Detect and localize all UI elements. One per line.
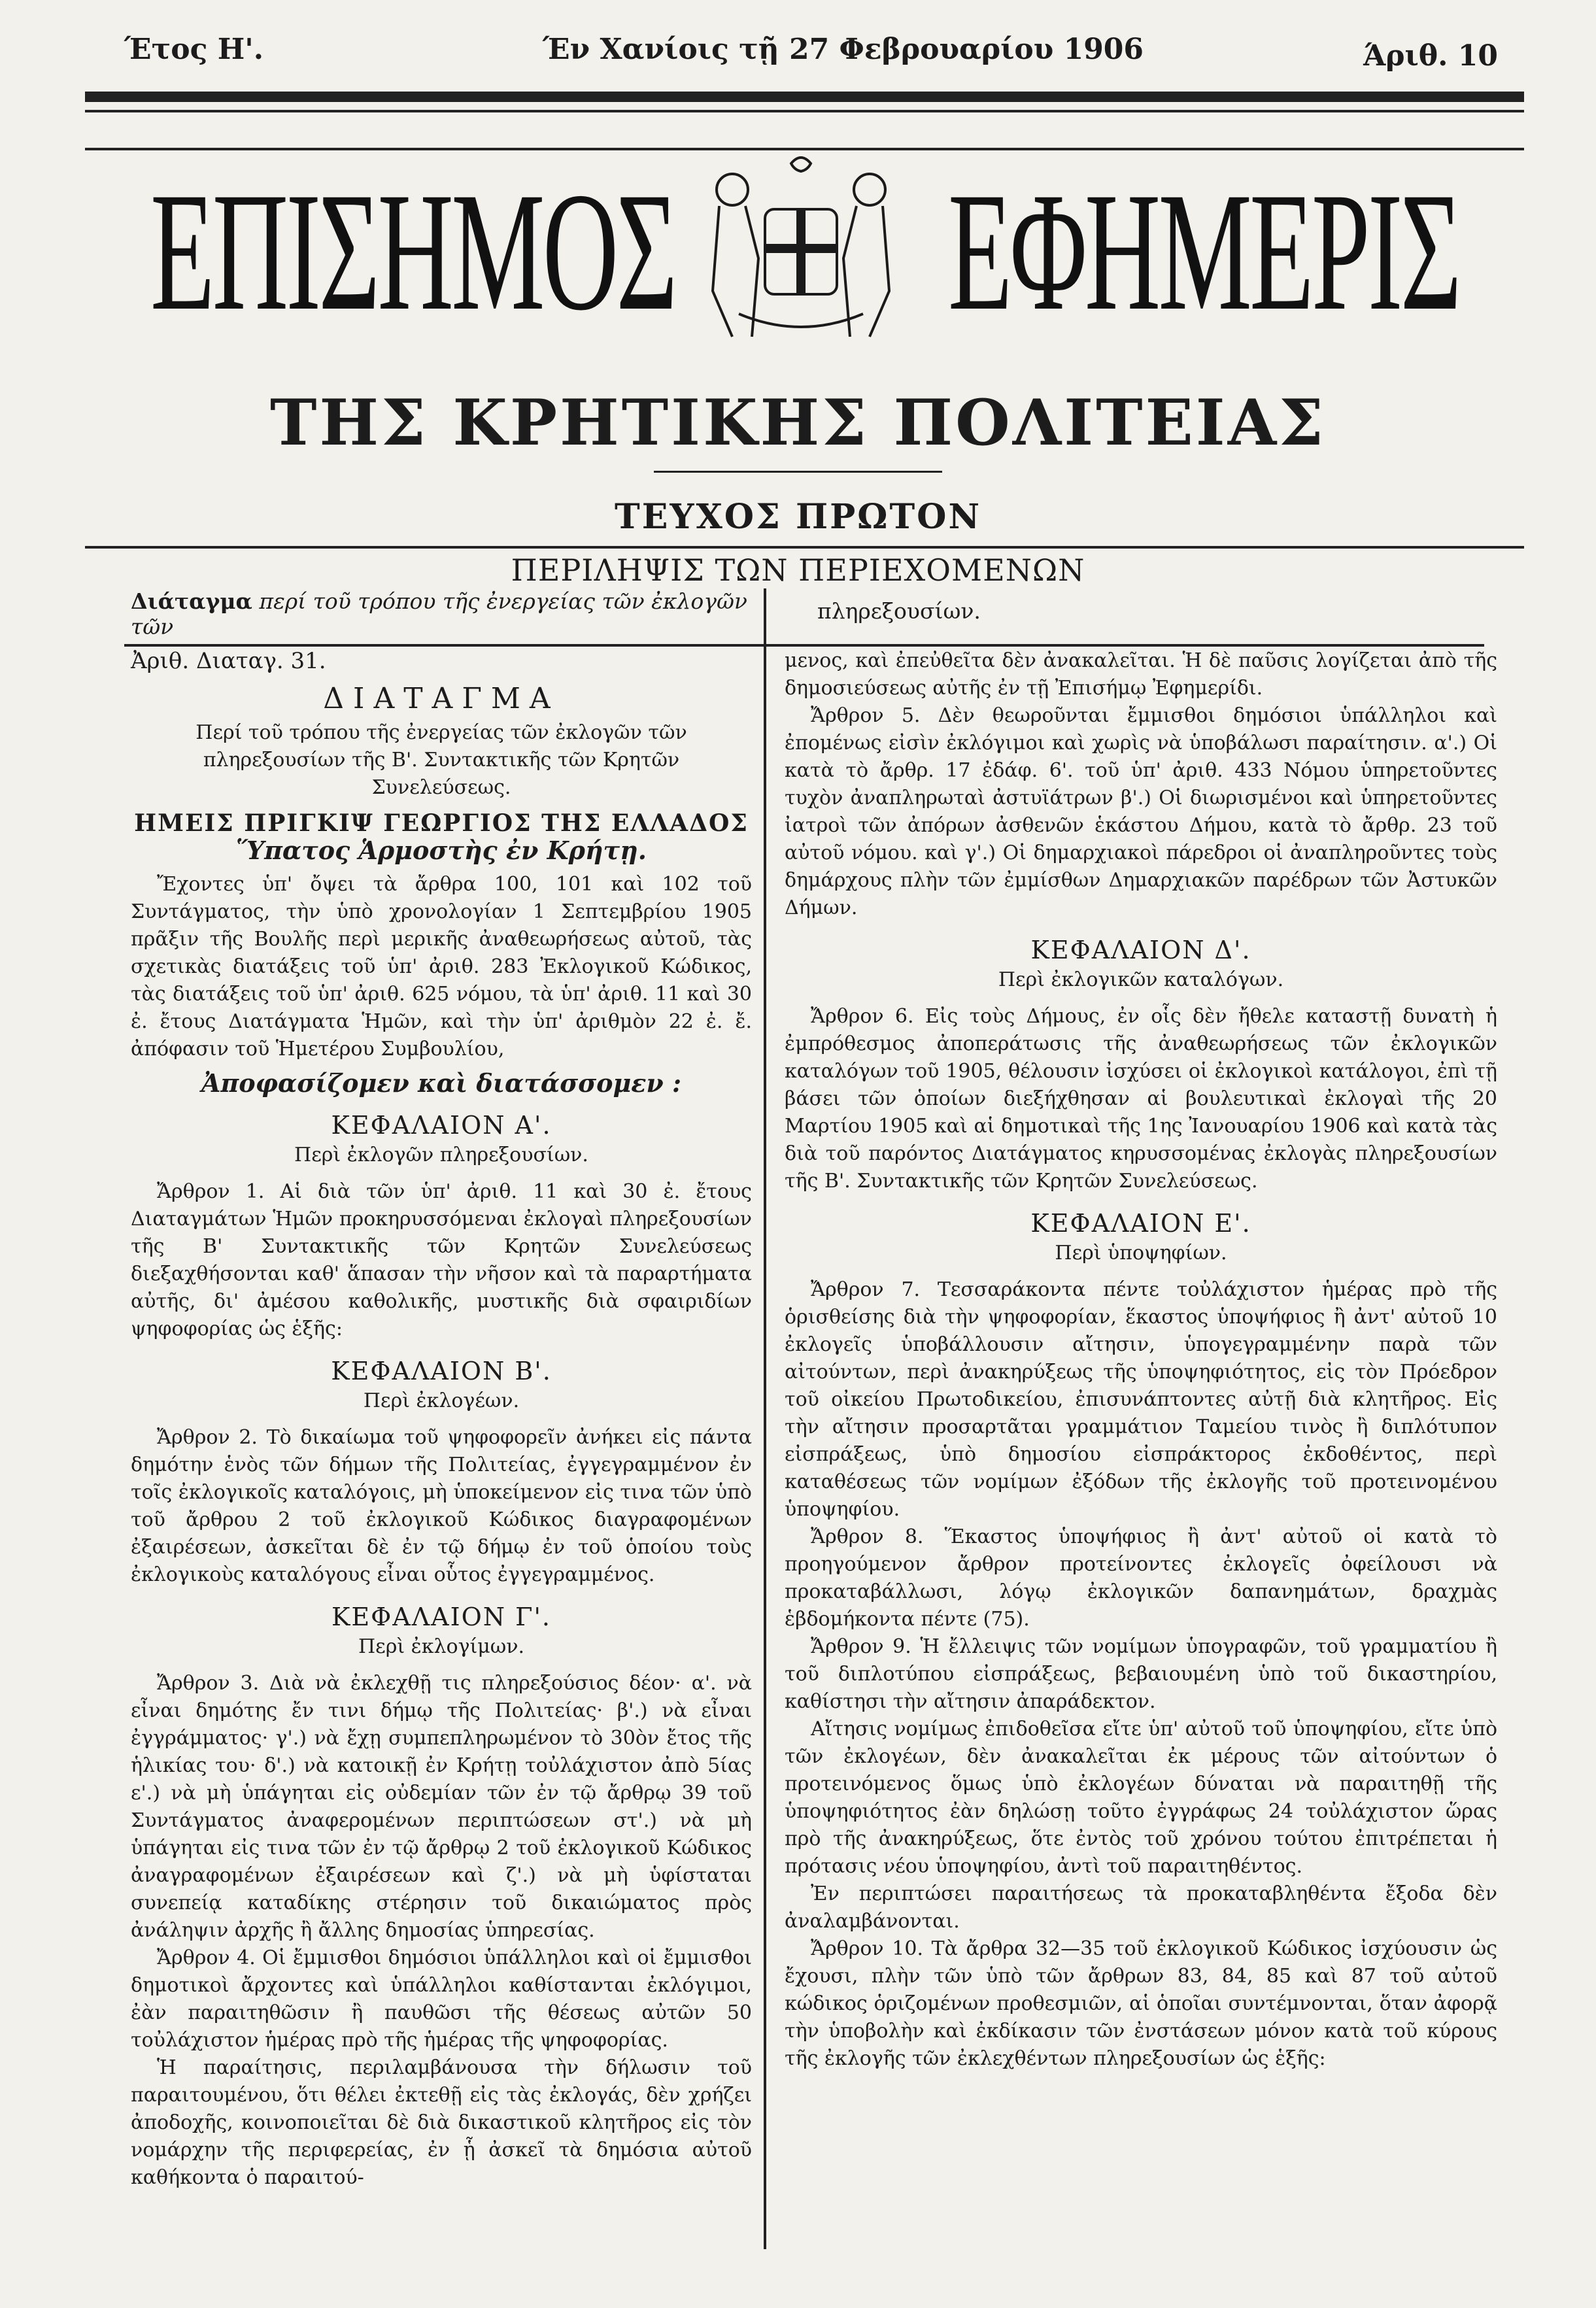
chapter-a-subtitle: Περὶ ἐκλογῶν πληρεξουσίων.	[294, 1144, 588, 1166]
contents-rule	[85, 546, 1524, 549]
decree-subject: Περί τοῦ τρόπου τῆς ἐνεργείας τῶν ἐκλογῶν τῶν πληρεξουσίων τῆς Β'. Συντακτικῆς τῶν Κρητῶν Συνελεύσεως.	[195, 721, 687, 799]
coat-of-arms-icon	[693, 150, 909, 347]
article-10: Ἄρθρον 10. Τὰ ἄρθρα 32—35 τοῦ ἐκλογικοῦ Κώδικος ἰσχύουσιν ὡς ἔχουσι, πλὴν τῶν ὑπὸ τῶν ἄρθρων 83, 84, 85 καὶ 87 τοῦ αὐτοῦ κώδικος ὁριζομένων προθεσμιῶν, αἱ ὁποῖαι συντέμνονται, ὅταν ἀφορᾷ τὴν ὑποβολὴν καὶ ἐκδίκασιν τῶν ἐνστάσεων μόνον κατὰ τοῦ κύρους τῆς ἐκλογῆς τῶν ἐκλεχθέντων πληρεξουσίων ὡς ἑξῆς:	[785, 1937, 1497, 2070]
issue-section: ΤΕΥΧΟΣ ΠΡΩΤΟΝ	[615, 497, 981, 537]
chapter-a-heading: ΚΕΦΑΛΑΙΟΝ Α'.	[331, 1111, 552, 1140]
contents-item-continued: πληρεξουσίων.	[817, 598, 981, 624]
date-line: Έν Χανίοις τῇ 27 Φεβρουαρίου 1906	[543, 33, 1144, 66]
right-column	[785, 647, 1497, 2073]
article-8: Ἄρθρον 8. Ἕκαστος ὑποψήφιος ἢ ἀντ' αὐτοῦ οἱ κατὰ τὸ προηγούμενον ἄρθρον προτείνοντες ἐκλογεῖς ὀφείλουσι νὰ προκαταβάλλωσι, λόγῳ ἐκλογικῶν δαπανημάτων, δραχμὰς ἑβδομήκοντα πέντε (75).	[785, 1525, 1497, 1631]
contents-item	[131, 588, 785, 639]
article-4: Ἄρθρον 4. Οἱ ἔμμισθοι δημόσιοι ὑπάλληλοι καὶ οἱ ἔμμισθοι δημοτικοὶ ἄρχοντες καὶ ὑπάλληλοι καθίστανται ἐκλόγιμοι, ἐὰν παραιτηθῶσιν ἢ παυθῶσι τῆς θέσεως αὐτῶν 50 τοὐλάχιστον ἡμέρας πρὸ τῆς ἡμέρας τῆς ψηφοφορίας.	[131, 1946, 752, 2052]
top-rule	[85, 92, 1524, 102]
article-7: Ἄρθρον 7. Τεσσαράκοντα πέντε τοὐλάχιστον ἡμέρας πρὸ τῆς ὁρισθείσης διὰ τὴν ψηφοφορίαν, ἕκαστος ὑποψήφιος ἢ ἀντ' αὐτοῦ 10 ἐκλογεῖς ὑποβάλλουσιν αἴτησιν, ὑπογεγραμμένην παρὰ τῶν αἰτούντων, περὶ ἀνακηρύξεως τῆς ὑποψηφιότητος, εἰς τὸν Πρόεδρον τοῦ οἰκείου Πρωτοδικείου, ἐπισυνάπτοντες αὐτῇ διὰ κλητῆρος. Εἰς τὴν αἴτησιν προσαρτᾶται γραμμάτιον Ταμείου τινὸς ἢ διπλότυπον εἰσπράξεως, ὑπὸ δημοσίου εἰσπράκτορος ἐκδοθέντος, περὶ καταθέσεως τῶν νομίμων ἐξόδων τῆς ἐκλογῆς τοῦ προτεινομένου ὑποψηφίου.	[785, 1278, 1497, 1521]
article-1: Ἄρθρον 1. Αἱ διὰ τῶν ὑπ' ἀριθ. 11 καὶ 30 ἐ. ἔτους Διαταγμάτων Ἡμῶν προκηρυσσόμεναι ἐκλογαὶ πληρεξουσίων τῆς Β' Συντακτικῆς τῶν Κρητῶν Συνελεύσεως διεξαχθήσονται καθ' ἅπασαν τὴν νῆσον καὶ τὰ παραρτήματα αὐτῆς, δι' ἀμέσου καθολικῆς, μυστικῆς διὰ σφαιριδίων ψηφοφορίας ὡς ἑξῆς:	[131, 1180, 752, 1340]
contents-item-bold: Διάταγμα	[131, 588, 252, 614]
chapter-d-heading: ΚΕΦΑΛΑΙΟΝ Δ'.	[1030, 936, 1251, 964]
chapter-b-subtitle: Περὶ ἐκλογέων.	[363, 1389, 520, 1412]
article-5: Ἄρθρον 5. Δὲν θεωροῦνται ἔμμισθοι δημόσιοι ὑπάλληλοι καὶ ἐπομένως εἰσὶν ἐκλόγιμοι καὶ χωρὶς νὰ ὑποβάλωσι παραίτησιν. α'.) Οἱ κατὰ τὸ ἄρθρ. 17 ἐδάφ. 6'. τοῦ ὑπ' ἀριθ. 433 Νόμου ὑπηρετοῦντες τυχὸν ἀναπληρωταὶ ἀστυϊάτρων β'.) Οἱ διωρισμένοι καὶ ὑπηρετοῦντες ἰατροὶ τῶν ἀπόρων ἀσθενῶν ἑκάστου Δήμου, κατὰ τὸ ἄρθρ. 23 τοῦ αὐτοῦ νόμου. καὶ γ'.) Οἱ δημαρχιακοὶ πάρεδροι οἱ ἀναπληροῦντες τοὺς δημάρχους πλὴν τῶν ἐμμίσθων Δημαρχιακῶν παρέδρων τῶν Ἀστυκῶν Δήμων.	[785, 704, 1497, 919]
year-label: Έτος Η'.	[124, 33, 264, 66]
chapter-d-subtitle: Περὶ ἐκλογικῶν καταλόγων.	[998, 968, 1284, 991]
issuer-title: Ὕπατος Ἁρμοστὴς ἐν Κρήτῃ.	[236, 836, 647, 865]
issue-number: Άριθ. 10	[1363, 39, 1498, 73]
header-meta	[124, 33, 1498, 85]
left-column	[131, 647, 752, 2192]
chapter-c-subtitle: Περὶ ἐκλογίμων.	[358, 1635, 524, 1658]
preamble: Ἔχοντες ὑπ' ὄψει τὰ ἄρθρα 100, 101 καὶ 102 τοῦ Συντάγματος, τὴν ὑπὸ χρονολογίαν 1 Σεπτεμβρίου 1905 πρᾶξιν τῆς Βουλῆς περὶ μερικῆς ἀναθεωρήσεως αὐτοῦ, τὰς σχετικὰς διατάξεις τοῦ ὑπ' ἀριθ. 283 Ἐκλογικοῦ Κώδικος, τὰς διατάξεις τοῦ ὑπ' ἀριθ. 625 νόμου, τὰ ὑπ' ἀριθ. 11 καὶ 30 ἐ. ἔτους Διατάγματα Ἡμῶν, καὶ τὴν ὑπ' ἀριθμὸν 22 ἐ. ἔ. ἀπόφασιν τοῦ Ἡμετέρου Συμβουλίου,	[131, 873, 752, 1061]
contents-bottom-rule	[124, 644, 1484, 647]
article-2: Ἄρθρον 2. Τὸ δικαίωμα τοῦ ψηφοφορεῖν ἀνήκει εἰς πάντα δημότην ἑνὸς τῶν δήμων τῆς Πολιτείας, ἐγγεγραμμένον ἐν τοῖς ἐκλογικοῖς καταλόγοις, μὴ ὑποκείμενον εἰς τινα τῶν ὑπὸ τοῦ ἄρθρου 2 τοῦ ἐκλογικοῦ Κώδικος διαγραφομένων ἐξαιρέσεων, ἀσκεῖται δὲ ἐν τῷ δήμῳ ἐν τοῦ ὁποίου τοὺς ἐκλογικοὺς καταλόγους εἶναι οὗτος ἐγγεγραμμένος.	[131, 1426, 752, 1586]
masthead-title-right: ΕΦΗΜΕΡΙΣ	[948, 158, 1459, 346]
issuer-line: ΗΜΕΙΣ ΠΡΙΓΚΙΨ ΓΕΩΡΓΙΟΣ ΤΗΣ ΕΛΛΑΔΟΣ	[134, 809, 749, 837]
chapter-e-subtitle: Περὶ ὑποψηφίων.	[1055, 1242, 1227, 1264]
chapter-c-heading: ΚΕΦΑΛΑΙΟΝ Γ'.	[331, 1603, 551, 1631]
subtitle-ornament	[654, 471, 942, 473]
masthead-subtitle: ΤΗΣ ΚΡΗΤΙΚΗΣ ΠΟΛΙΤΕΙΑΣ	[269, 386, 1327, 460]
article-4-paragraph-2: Ἡ παραίτησις, περιλαμβάνουσα τὴν δήλωσιν τοῦ παραιτουμένου, ὅτι θέλει ἐκτεθῇ εἰς τὰς ἐκλογάς, δὲν χρήζει ἀποδοχῆς, κοινοποιεῖται δὲ διὰ δικαστικοῦ κλητῆρος εἰς τὸν νομάρχην τῆς περιφερείας, ἐν ᾗ ἀσκεῖ τὰ δημόσια αὐτοῦ καθήκοντα ὁ παραιτού-	[131, 2056, 752, 2189]
contents-heading: ΠΕΡΙΛΗΨΙΣ ΤΩΝ ΠΕΡΙΕΧΟΜΕΝΩΝ	[511, 552, 1085, 588]
decree-formula: Ἀποφασίζομεν καὶ διατάσσομεν :	[201, 1068, 682, 1098]
article-9: Ἄρθρον 9. Ἡ ἔλλειψις τῶν νομίμων ὑπογραφῶν, τοῦ γραμματίου ἢ τοῦ διπλοτύπου εἰσπράξεως, βεβαιουμένη ὑπὸ τοῦ δικαστηρίου, καθίστησι τὴν αἴτησιν ἀπαράδεκτον.	[785, 1635, 1497, 1713]
chapter-b-heading: ΚΕΦΑΛΑΙΟΝ Β'.	[331, 1357, 552, 1385]
article-9-paragraph-3: Ἐν περιπτώσει παραιτήσεως τὰ προκαταβληθέντα ἔξοδα δὲν ἀναλαμβάνονται.	[785, 1882, 1497, 1933]
chapter-e-heading: ΚΕΦΑΛΑΙΟΝ Ε'.	[1030, 1209, 1251, 1238]
top-rule-thin	[85, 110, 1524, 112]
contents-item-text: περί τοῦ τρόπου τῆς ἐνεργείας τῶν ἐκλογῶν τῶν	[131, 588, 747, 639]
column-divider	[764, 588, 766, 2249]
decree-reference: Ἀριθ. Διαταγ. 31.	[131, 648, 326, 674]
masthead-title-left: ΕΠΙΣΗΜΟΣ	[150, 158, 675, 346]
article-9-paragraph-2: Αἴτησις νομίμως ἐπιδοθεῖσα εἴτε ὑπ' αὐτοῦ τοῦ ὑποψηφίου, εἴτε ὑπὸ τῶν ἐκλογέων, δὲν ἀνακαλεῖται ἐκ μέρους τῶν αἰτούντων ὁ προτεινόμενος ὅμως ὑπὸ ἐκλογέων δύναται νὰ παραιτηθῇ τῆς ὑποψηφιότητος ἐὰν δηλώσῃ τοῦτο ἐγγράφως 24 τοὐλάχιστον ὥρας πρὸ τῆς ἀνακηρύξεως, ὅτε ἐντὸς τοῦ χρόνου τούτου ἐπιτρέπεται ἡ πρότασις νέου ὑποψηφίου, ἀντὶ τοῦ παραιτηθέντος.	[785, 1718, 1497, 1878]
continuation-text: μενος, καὶ ἐπεὐθεῖτα δὲν ἀνακαλεῖται. Ἡ δὲ παῦσις λογίζεται ἀπὸ τῆς δημοσιεύσεως αὐτῆς ἐν τῇ Ἐπισήμῳ Ἐφημερίδι.	[785, 649, 1497, 700]
article-6: Ἄρθρον 6. Εἰς τοὺς Δήμους, ἐν οἷς δὲν ἤθελε καταστῇ δυνατὴ ἡ ἐμπρόθεσμος ἀποπεράτωσις τῆς ἀναθεωρήσεως τῶν ἐκλογικῶν καταλόγων τοῦ 1905, θέλουσιν ἰσχύσει οἱ ἐκλογικοὶ κατάλογοι, ἐπὶ τῇ βάσει τῶν ὁποίων διεξήχθησαν αἱ βουλευτικαὶ ἐκλογαὶ τῆς 20 Μαρτίου 1905 καὶ αἱ δημοτικαὶ τῆς 1ης Ἰανουαρίου 1906 καὶ κατὰ τὰς διὰ τοῦ παρόντος Διατάγματος κηρυσσομένας ἐκλογὰς πληρεξουσίων τῆς Β'. Συντακτικῆς τῶν Κρητῶν Συνελεύσεως.	[785, 1005, 1497, 1193]
decree-title: ΔΙΑΤΑΓΜΑ	[323, 682, 560, 715]
article-3: Ἄρθρον 3. Διὰ νὰ ἐκλεχθῇ τις πληρεξούσιος δέον· α'. νὰ εἶναι δημότης ἔν τινι δήμῳ τῆς Πολιτείας· β'.) νὰ εἶναι ἐγγράμματος· γ'.) νὰ ἔχῃ συμπεπληρωμένον τὸ 30ὸν ἔτος τῆς ἡλικίας του· δ'.) νὰ κατοικῇ ἐν Κρήτῃ τοὐλάχιστον ἀπὸ 5ίας ε'.) νὰ μὴ ὑπάγηται εἰς οὐδεμίαν τῶν ἐν τῷ ἄρθρῳ 39 τοῦ Συντάγματος ἀναφερομένων περιπτώσεων στ'.) νὰ μὴ ὑπάγηται εἰς τινα τῶν ἐν τῷ ἄρθρῳ 2 τοῦ ἐκλογικοῦ Κώδικος ἀναγραφομένων ἐξαιρέσεων καὶ ζ'.) νὰ μὴ ὑφίσταται συνεπείᾳ καταδίκης στέρησιν τοῦ δικαιώματος πρὸς ἀνάληψιν ἀρχῆς ἢ ἄλλης δημοσίας ὑπηρεσίας.	[131, 1672, 752, 1942]
